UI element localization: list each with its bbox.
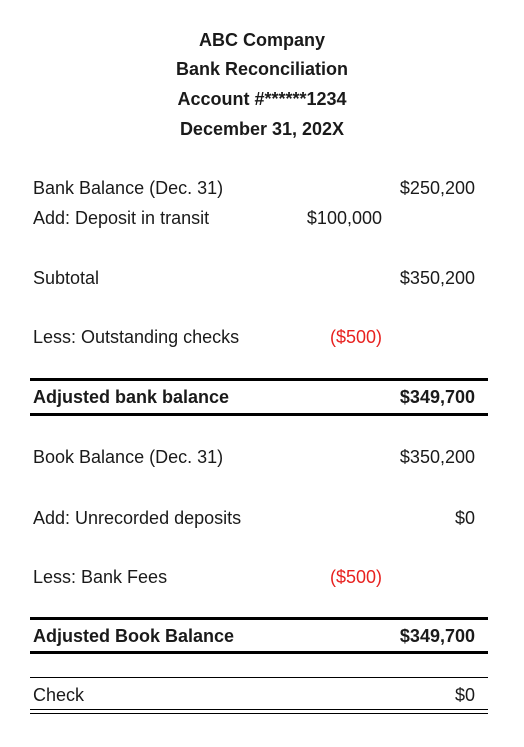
book-balance-label: Book Balance (Dec. 31) [33, 447, 224, 467]
divider-rule [30, 709, 488, 710]
subtotal-amount: $350,200 [399, 268, 475, 288]
subtotal-row [33, 266, 487, 290]
outstanding-checks-label: Less: Outstanding checks [33, 327, 240, 347]
outstanding-checks-row [33, 325, 487, 349]
check-label: Check [33, 685, 85, 705]
divider-rule [30, 617, 488, 620]
unrecorded-deposits-row [33, 506, 487, 530]
book-balance-amount: $350,200 [399, 447, 475, 467]
company-name: ABC Company [198, 30, 325, 50]
deposit-in-transit-amount: $100,000 [306, 208, 382, 228]
unrecorded-deposits-label: Add: Unrecorded deposits [33, 508, 242, 528]
bank-fees-row [33, 565, 487, 589]
deposit-in-transit-row [33, 206, 487, 230]
adjusted-book-balance-amount: $349,700 [399, 626, 475, 646]
adjusted-book-balance-row [33, 624, 487, 648]
divider-rule [30, 413, 488, 416]
divider-rule [30, 651, 488, 654]
bank-balance-label: Bank Balance (Dec. 31) [33, 178, 224, 198]
bank-balance-row [33, 176, 487, 200]
unrecorded-deposits-amount: $0 [454, 508, 475, 528]
check-amount: $0 [454, 685, 475, 705]
account-number: Account #******1234 [177, 89, 347, 109]
bank-fees-label: Less: Bank Fees [33, 567, 168, 587]
divider-rule [30, 378, 488, 381]
adjusted-bank-balance-label: Adjusted bank balance [33, 387, 230, 407]
deposit-in-transit-label: Add: Deposit in transit [33, 208, 210, 228]
report-title: Bank Reconciliation [175, 59, 349, 79]
adjusted-book-balance-label: Adjusted Book Balance [33, 626, 235, 646]
adjusted-bank-balance-amount: $349,700 [399, 387, 475, 407]
adjusted-bank-balance-row [33, 385, 487, 409]
check-row [33, 683, 487, 707]
outstanding-checks-amount: ($500) [329, 327, 382, 347]
divider-rule [30, 713, 488, 714]
bank-balance-amount: $250,200 [399, 178, 475, 198]
divider-rule [30, 677, 488, 678]
bank-fees-amount: ($500) [329, 567, 382, 587]
subtotal-label: Subtotal [33, 268, 100, 288]
book-balance-row [33, 445, 487, 469]
report-date: December 31, 202X [179, 119, 345, 139]
